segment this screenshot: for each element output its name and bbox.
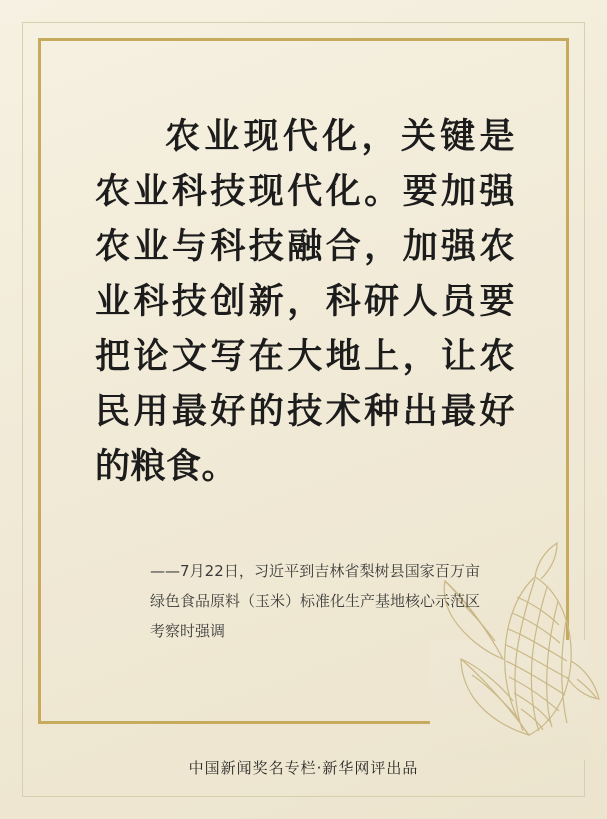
footer-credit: 中国新闻奖名专栏·新华网评出品 (188, 759, 419, 777)
quote-text: 农业现代化，关键是农业科技现代化。要加强农业与科技融合，加强农业科技创新，科研人员要把论文写在大地上，让农民用最好的技术种出最好的粮食。 (95, 117, 515, 487)
attribution-text: ——7月22日，习近平到吉林省梨树县国家百万亩绿色食品原料（玉米）标准化生产基地核心示范区考察时强调 (150, 562, 481, 640)
